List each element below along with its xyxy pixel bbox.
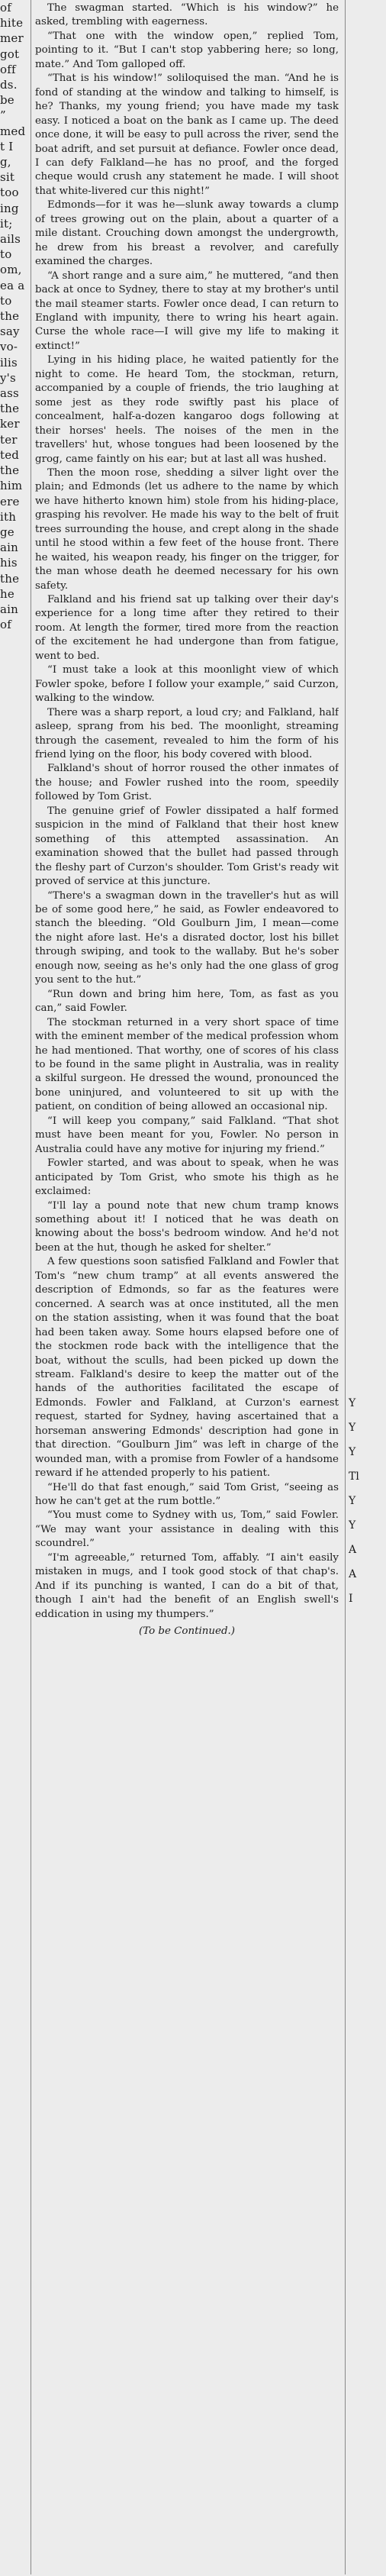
prev-column-fragment: ails [0, 232, 21, 247]
prev-column-fragment: the [0, 402, 20, 416]
prev-column-fragment: t I [0, 139, 14, 153]
story-paragraph: “You must come to Sydney with us, Tom,” said Fowler. “We may want your assistance in dealing with this scoundrel.” [35, 1509, 339, 1550]
story-paragraph: “That one with the window open,” replied Tom, pointing to it. “But I can't stop yabbering here; so long, mate.” And Tom galloped off. [35, 30, 339, 70]
prev-column-fragment: ted [0, 447, 20, 462]
prev-column-fragment: sit [0, 170, 15, 185]
story-column [35, 0, 339, 2576]
prev-column-fragment: ith [0, 509, 17, 524]
prev-column-fragment: say [0, 324, 20, 339]
story-paragraph: “A short range and a sure aim,” he muttered, “and then back at once to Sydney, there to stay at my brother's until the mail steamer starts. Fowler once dead, I can return to England with impunity, there to wring his heart again. Curse the whole race—I will give my life to making it extinct!” [35, 270, 339, 352]
prev-column-fragment: med [0, 124, 26, 138]
prev-column-fragment: off [0, 62, 16, 76]
prev-column-fragment: ds. [0, 78, 18, 92]
prev-column-fragment: g, [0, 155, 11, 169]
story-paragraph: Then the moon rose, shedding a silver light over the plain; and Edmonds (let us adhere to the name by which we have hitherto known him) stole from his hiding-place, grasping his revolver. He made his way to the belt of fruit trees surrounding the house, and crept along in the shade until he stood within a few feet of the house front. There he waited, his weapon ready, his finger on the trigger, for the man whose death he deemed necessary for his own safety. [35, 466, 339, 592]
prev-column-fragment: om, [0, 263, 22, 277]
story-paragraph: “I'm agreeable,” returned Tom, affably. “I ain't easily mistaken in mugs, and I took good stock of that chap's. And if its punching is wanted, I can do a bit of that, though I ain't had the benefit of an English swell's eddication in using my thumpers.” [35, 1551, 339, 1620]
next-column-fragment: Tl [349, 1470, 359, 1483]
prev-column-fragment: of [0, 1, 11, 15]
prev-column-fragment: ge [0, 525, 14, 539]
to-be-continued: (To be Continued.) [138, 1625, 235, 1638]
prev-column-fragment: y's [0, 370, 16, 385]
prev-column-fragment: mer [0, 31, 24, 46]
prev-column-fragment: to [0, 293, 12, 308]
prev-column-fragment: vo- [0, 340, 18, 354]
next-column-fragment: A [349, 1568, 357, 1580]
prev-column-fragment: ea a [0, 278, 25, 292]
next-column-fragment: Y [349, 1422, 356, 1434]
prev-column-fragment: him [0, 479, 23, 493]
prev-column-fragment: ain [0, 541, 19, 555]
prev-column-fragment: ain [0, 602, 19, 616]
prev-column-fragment: the [0, 309, 20, 324]
story-paragraph: Edmonds—for it was he—slunk away towards a clump of trees growing out on the plain, about a quarter of a mile distant. Crouching down amongst the undergrowth, he drew from his breast a revolver, and carefully examined the charges. [35, 199, 339, 268]
story-body [35, 2, 339, 1622]
prev-column-fragment: ass [0, 386, 19, 401]
next-column-fragment: A [349, 1544, 357, 1556]
next-column-fragment: Y [349, 1495, 356, 1507]
prev-column-fragment: his [0, 556, 18, 570]
prev-column-fragment: he [0, 586, 14, 601]
prev-column-fragment: ing [0, 201, 19, 215]
story-paragraph: “He'll do that fast enough,” said Tom Grist, “seeing as how he can't get at the rum bottle.” [35, 1481, 339, 1508]
story-paragraph: The genuine grief of Fowler dissipated a half formed suspicion in the mind of Falkland that their host knew something of this attempted assassination. An examination showed that the bullet had passed through the fleshy part of Curzon's shoulder. Tom Grist's ready wit proved of service at this juncture. [35, 805, 339, 888]
prev-column-fragment: ilis [0, 355, 18, 370]
prev-column-fragment: to [0, 247, 12, 262]
story-paragraph: The swagman started. “Which is his window?” he asked, trembling with eagerness. [35, 2, 339, 28]
prev-column-fragment: ere [0, 494, 20, 508]
next-column-fragment: Y [349, 1519, 356, 1532]
next-column-fragment: I [349, 1593, 353, 1605]
prev-column-fragment: of [0, 618, 11, 632]
story-paragraph: There was a sharp report, a loud cry; and Falkland, half asleep, sprang from his bed. The moonlight, streaming through the casement, revealed to him the form of his friend lying on the floor, his body covered with blood. [35, 706, 339, 761]
story-paragraph: Falkland and his friend sat up talking over their day's experience for a long time after they retired to their room. At length the former, tired more from the reaction of the excitement he had undergone than from fatigue, went to bed. [35, 594, 339, 662]
prev-column-fragment: the [0, 571, 20, 586]
prev-column-fragment: too [0, 186, 19, 200]
prev-column-fragment: ter [0, 432, 18, 447]
story-paragraph: “I must take a look at this moonlight view of which Fowler spoke, before I follow your example,” said Curzon, walking to the window. [35, 664, 339, 705]
prev-column-fragment: got [0, 47, 20, 61]
prev-column-fragment: it; [0, 216, 13, 231]
next-column-fragment: Y [349, 1446, 356, 1458]
story-paragraph: The stockman returned in a very short space of time with the eminent member of the medical profession whom he had mentioned. That worthy, one of scores of his class to be found in the same plight in Australia, was in reality a skilful surgeon. He dressed the wound, pronounced the bone uninjured, and volunteered to sit up with the patient, on condition of being allowed an occasional nip. [35, 1016, 339, 1113]
story-paragraph: A few questions soon satisfied Falkland and Fowler that Tom's “new chum tramp” at all events answered the description of Edmonds, so far as the features were concerned. A search was at once instituted, all the men on the station assisting, when it was found that the boat had been taken away. Some hours elapsed before one of the stockmen rode back with the intelligence that the boat, without the sculls, had been picked up down the stream. Falkland's desire to keep the matter out of the hands of the authorities facilitated the escape of Edmonds. Fowler and Falkland, at Curzon's earnest request, started for Sydney, having ascertained that a horseman answering Edmonds' description had gone in that direction. “Goulburn Jim” was left in charge of the wounded man, with a promise from Fowler of a handsome reward if he attended properly to his patient. [35, 1256, 339, 1480]
story-paragraph: “There's a swagman down in the traveller's hut as will be of some good here,” he said, as Fowler endeavored to stanch the bleeding. “Old Goulburn Jim, I mean—come the night afore last. He's a disrated doctor, lost his billet through swiping, and took to the wallaby. But he's sober enough now, seeing as he's only had the one glass of grog you sent to the hut.” [35, 889, 339, 986]
prev-column-fragment: be [0, 93, 14, 108]
story-paragraph: Fowler started, and was about to speak, when he was anticipated by Tom Grist, who smote his thigh as he exclaimed: [35, 1157, 339, 1198]
prev-column-fragment: hite [0, 16, 24, 31]
story-paragraph: “Run down and bring him here, Tom, as fast as you can,” said Fowler. [35, 988, 339, 1015]
prev-column-fragment: ker [0, 417, 20, 431]
story-paragraph: “That is his window!” soliloquised the man. “And he is fond of standing at the window and talking to himself, is he? Thanks, my young friend; you have made my task easy. I noticed a boat on the bank as I came up. The deed once done, it will be easy to pull across the river, send the boat adrift, and set pursuit at defiance. Fowler once dead, I can defy Falkland—he has no proof, and the forged cheque would crush any statement he made. I will shoot that white-livered cur this night!” [35, 73, 339, 197]
prev-column-fragment: the [0, 463, 20, 478]
story-paragraph: “I will keep you company,” said Falkland. “That shot must have been meant for you, Fowler. No person in Australia could have any motive for injuring my friend.” [35, 1115, 339, 1155]
prev-column-fragment: ” [0, 108, 6, 123]
story-paragraph: Falkland's shout of horror roused the other inmates of the house; and Fowler rushed into the room, speedily followed by Tom Grist. [35, 763, 339, 803]
next-column-fragment: Y [349, 1397, 356, 1409]
story-paragraph: “I'll lay a pound note that new chum tramp knows something about it! I noticed that he was death on knowing about the boss's bedroom window. And he'd not been at the hut, though he asked for shelter.” [35, 1199, 339, 1254]
next-column-fragments [345, 0, 386, 2574]
previous-column-fragments [0, 0, 31, 2574]
story-paragraph: Lying in his hiding place, he waited patiently for the night to come. He heard Tom, the stockman, return, accompanied by a couple of friends, the trio laughing at some jest as they rode swiftly past his place of concealment, half-a-dozen kangaroo dogs following at their horses' heels. The noises of the men in the travellers' hut, whose tongues had been loosened by the grog, came faintly on his ear; but at last all was hushed. [35, 354, 339, 465]
